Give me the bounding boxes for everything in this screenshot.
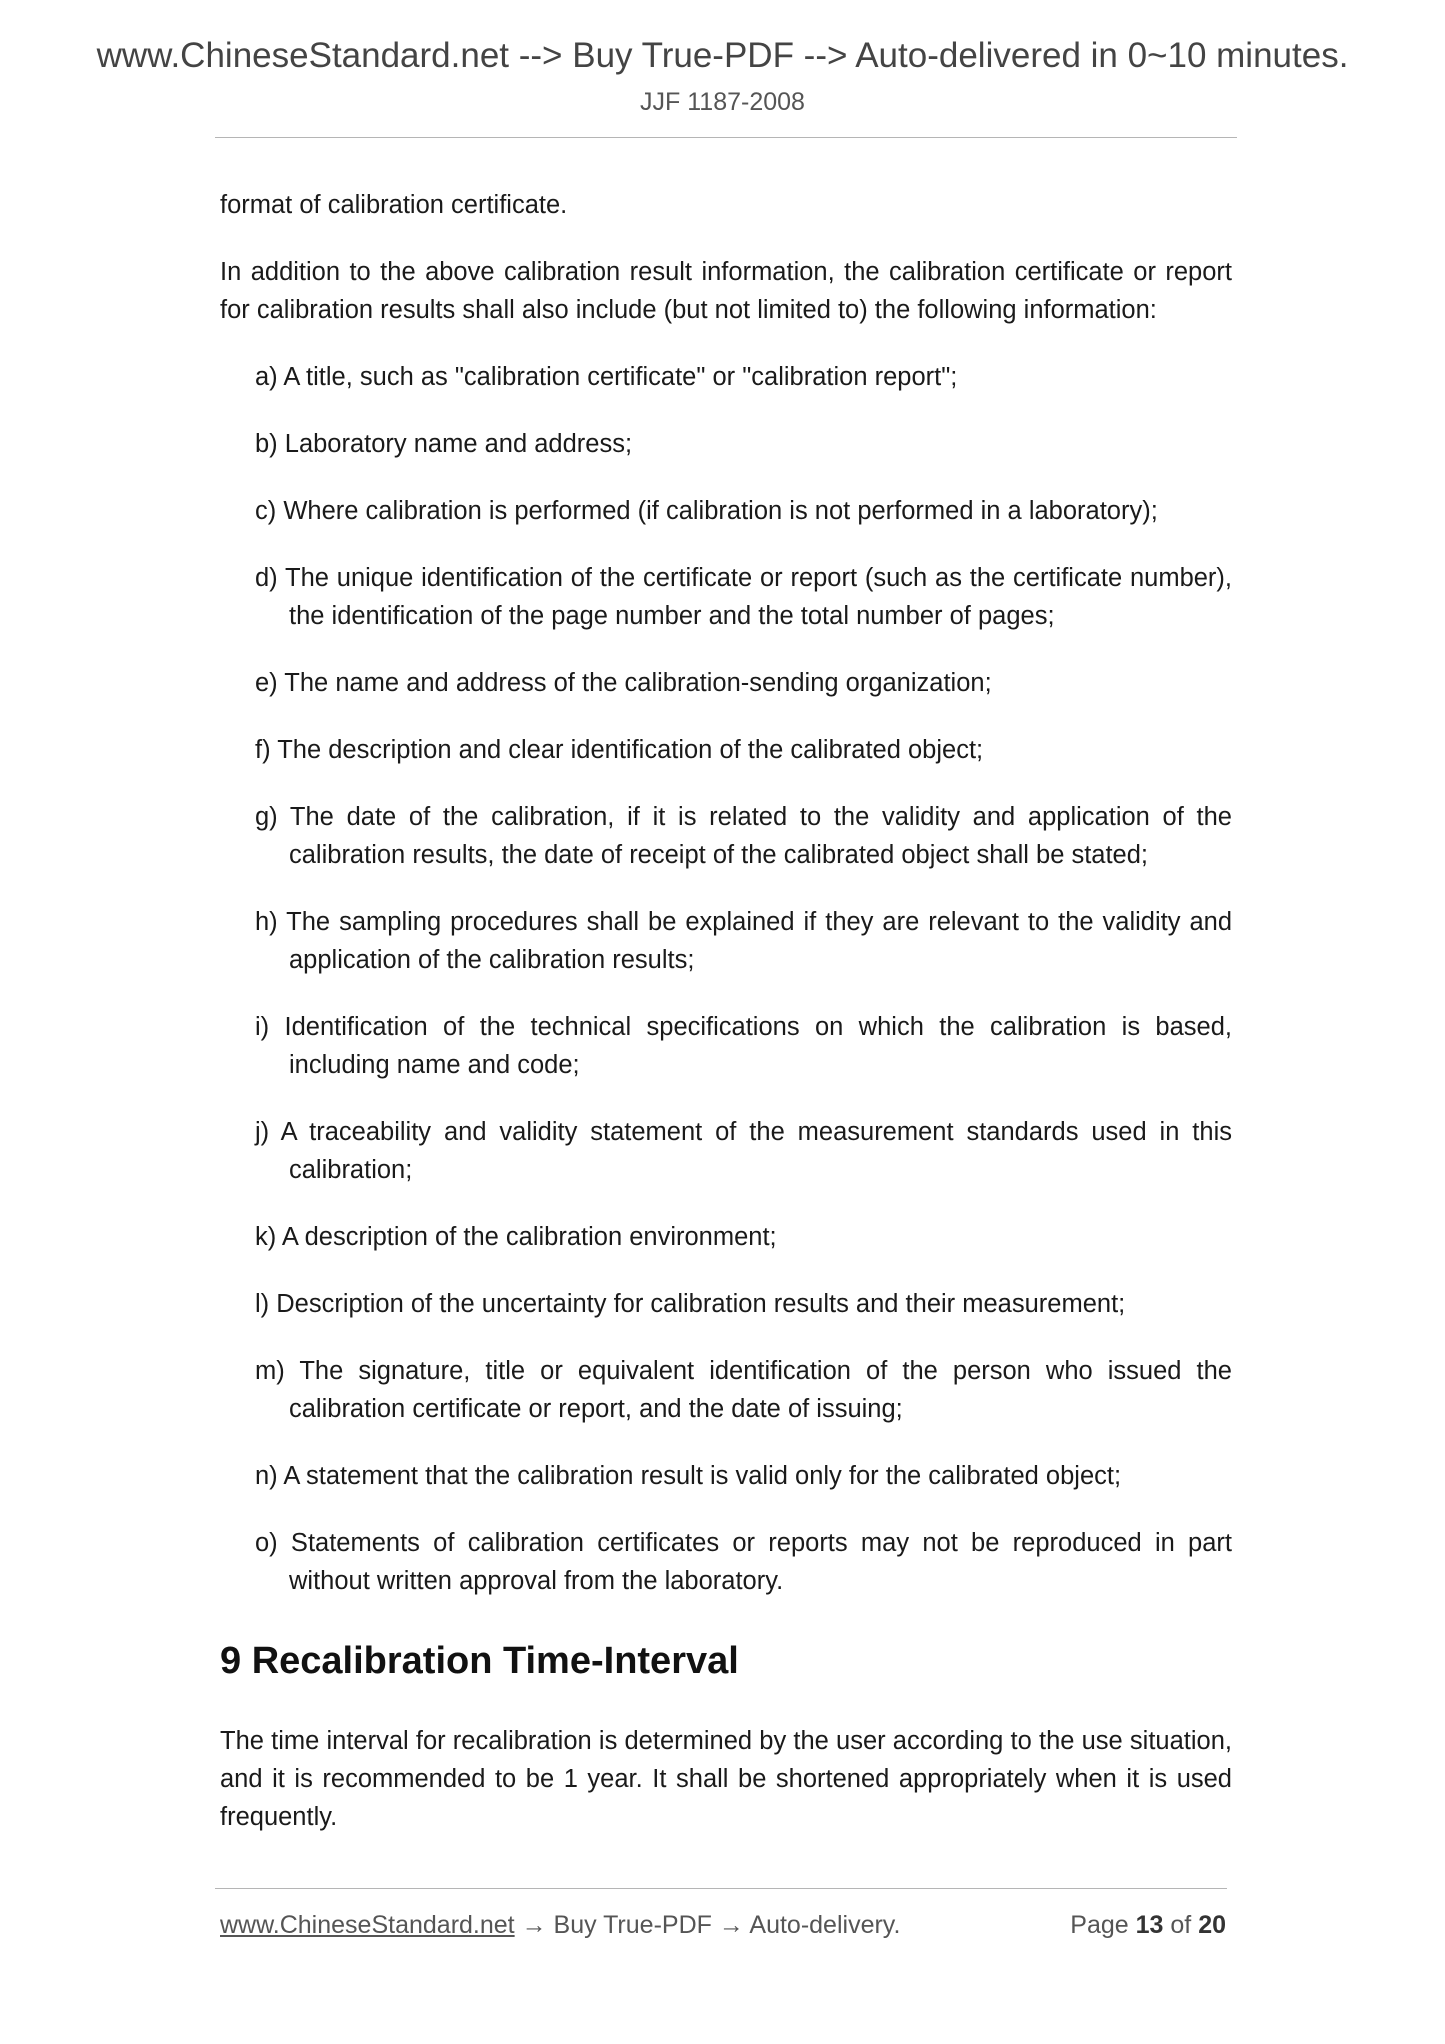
total-pages: 20 [1198,1911,1226,1939]
list-item: m) The signature, title or equivalent identification of the person who issued the calibration certificate or report, and the date of issuing; [255,1357,1232,1423]
footer-site-link[interactable]: www.ChineseStandard.net [220,1911,515,1939]
list-item: a) A title, such as "calibration certificate" or "calibration report"; [255,363,958,391]
list-item: c) Where calibration is performed (if calibration is not performed in a laboratory); [255,497,1158,525]
list-item: h) The sampling procedures shall be explained if they are relevant to the validity and application of the calibration results; [255,908,1232,974]
header-divider [215,137,1237,138]
list-item: n) A statement that the calibration result is valid only for the calibrated object; [255,1462,1122,1490]
page-content [220,186,1232,1865]
list-item: g) The date of the calibration, if it is related to the validity and application of the calibration results, the date of receipt of the calibrated object shall be stated; [255,803,1232,869]
section-heading: 9 Recalibration Time-Interval [220,1640,739,1682]
page-number [1070,1911,1226,1940]
list-item: k) A description of the calibration environment; [255,1223,777,1251]
current-page: 13 [1135,1911,1164,1939]
list-item: f) The description and clear identification of the calibrated object; [255,736,984,764]
requirement-list [220,358,1232,1600]
document-id: JJF 1187-2008 [640,88,805,116]
list-item: b) Laboratory name and address; [255,430,633,458]
of-label: of [1170,1911,1192,1939]
list-item: o) Statements of calibration certificates or reports may not be reproduced in part without written approval from the laboratory. [255,1529,1232,1595]
site-banner: www.ChineseStandard.net --> Buy True-PDF --> Auto-delivered in 0~10 minutes. [96,36,1349,75]
list-item: j) A traceability and validity statement of the measurement standards used in this calibration; [255,1118,1232,1184]
list-item: l) Description of the uncertainty for calibration results and their measurement; [255,1290,1126,1318]
section-paragraph: The time interval for recalibration is determined by the user according to the use situation, and it is recommended to be 1 year. It shall be shortened appropriately when it is used frequently. [220,1727,1232,1831]
page-footer [220,1911,1232,1940]
list-item: i) Identification of the technical specifications on which the calibration is based, including name and code; [255,1013,1232,1079]
footer-tagline: → Buy True-PDF → Auto-delivery. [514,1911,901,1939]
page-label: Page [1070,1911,1129,1939]
list-item: d) The unique identification of the certificate or report (such as the certificate number), the identification of the page number and the total number of pages; [255,564,1232,630]
continuation-text: format of calibration certificate. [220,191,568,219]
list-item: e) The name and address of the calibration-sending organization; [255,669,992,697]
intro-paragraph: In addition to the above calibration result information, the calibration certificate or report for calibration results shall also include (but not limited to) the following information: [220,258,1232,324]
footer-divider [215,1888,1227,1889]
